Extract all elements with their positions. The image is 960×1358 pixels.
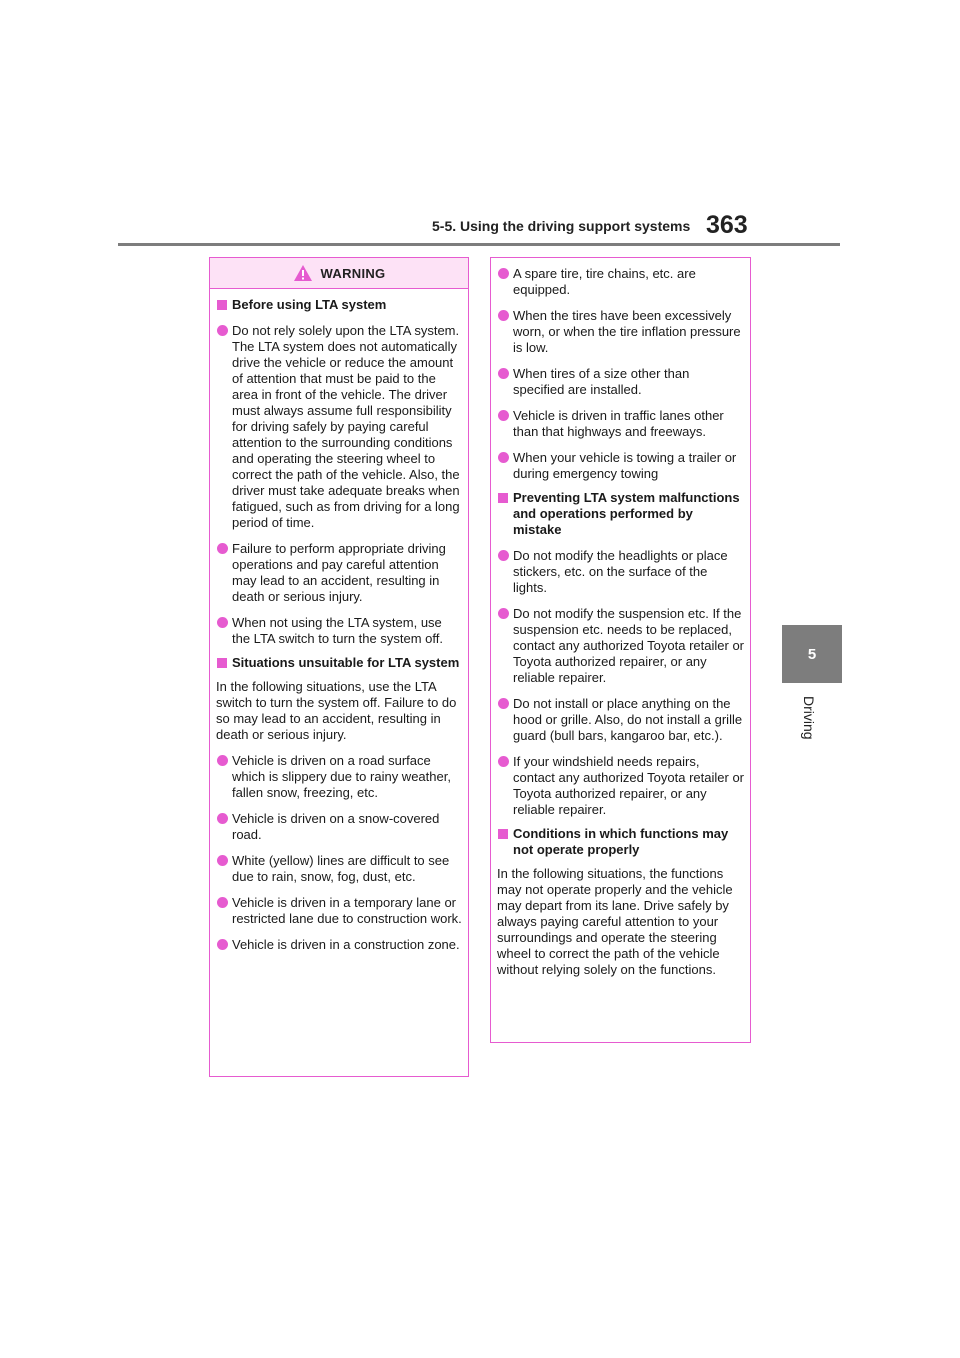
section-heading bbox=[216, 655, 462, 671]
circle-bullet-icon bbox=[498, 698, 509, 709]
block-text: Before using LTA system bbox=[232, 297, 387, 312]
block-text: When tires of a size other than specified are installed. bbox=[513, 366, 690, 397]
warning-content bbox=[216, 297, 462, 953]
circle-bullet-icon bbox=[217, 543, 228, 554]
circle-bullet-icon bbox=[217, 325, 228, 336]
circle-bullet-icon bbox=[498, 756, 509, 767]
square-bullet-icon bbox=[498, 493, 508, 503]
bullet-item bbox=[497, 266, 744, 298]
block-text: Conditions in which functions may not operate properly bbox=[513, 826, 729, 857]
bullet-item bbox=[497, 308, 744, 356]
circle-bullet-icon bbox=[217, 755, 228, 766]
continued-warning-box bbox=[490, 257, 751, 1043]
bullet-item bbox=[497, 408, 744, 440]
circle-bullet-icon bbox=[498, 368, 509, 379]
bullet-item bbox=[497, 754, 744, 818]
block-text: In the following situations, the functions may not operate properly and the vehicle may depart from its lane. Drive safely by always paying careful attention to your surroundings and operate the steering wheel to correct the path of the vehicle without relying solely on the functions. bbox=[497, 866, 733, 977]
section-heading bbox=[216, 297, 462, 313]
block-text: Vehicle is driven on a road surface which is slippery due to rainy weather, fallen snow, freezing, etc. bbox=[232, 753, 451, 800]
bullet-item bbox=[216, 811, 462, 843]
circle-bullet-icon bbox=[498, 410, 509, 421]
block-text: When not using the LTA system, use the LTA switch to turn the system off. bbox=[232, 615, 443, 646]
bullet-item bbox=[497, 366, 744, 398]
bullet-item bbox=[497, 548, 744, 596]
bullet-item bbox=[497, 606, 744, 686]
bullet-item bbox=[216, 615, 462, 647]
block-text: Vehicle is driven in traffic lanes other than that highways and freeways. bbox=[513, 408, 724, 439]
section-heading bbox=[497, 490, 744, 538]
bullet-item bbox=[216, 753, 462, 801]
circle-bullet-icon bbox=[498, 452, 509, 463]
bullet-item bbox=[216, 937, 462, 953]
paragraph bbox=[216, 679, 462, 743]
chapter-label: Driving bbox=[801, 696, 817, 740]
square-bullet-icon bbox=[217, 300, 227, 310]
bullet-item bbox=[216, 853, 462, 885]
header-rule bbox=[118, 243, 840, 246]
circle-bullet-icon bbox=[217, 813, 228, 824]
chapter-number: 5 bbox=[807, 645, 817, 663]
block-text: Do not modify the suspension etc. If the suspension etc. needs to be replaced, contact any authorized Toyota retailer or Toyota authorized repairer, or any reliable repairer. bbox=[513, 606, 745, 685]
block-text: If your windshield needs repairs, contact any authorized Toyota retailer or Toyota authorized repairer, or any reliable repairer. bbox=[513, 754, 745, 817]
section-title: 5-5. Using the driving support systems bbox=[432, 218, 691, 234]
square-bullet-icon bbox=[498, 829, 508, 839]
circle-bullet-icon bbox=[217, 897, 228, 908]
bullet-item bbox=[216, 541, 462, 605]
block-text: Do not rely solely upon the LTA system. The LTA system does not automatically drive the vehicle or reduce the amount of attention that must be paid to the area in front of the vehicle. The driver must always assume full responsibility for driving safely by paying careful attention to the surrounding conditions and operating the steering wheel to correct the path of the vehicle. Also, the driver must take adequate breaks when fatigued, such as from driving for a long period of time. bbox=[232, 323, 460, 530]
bullet-item bbox=[216, 323, 462, 531]
block-text: In the following situations, use the LTA switch to turn the system off. Failure to do so may lead to an accident, resulting in death or serious injury. bbox=[216, 679, 457, 742]
block-text: Do not modify the headlights or place stickers, etc. on the surface of the lights. bbox=[513, 548, 728, 595]
circle-bullet-icon bbox=[498, 550, 509, 561]
block-text: Situations unsuitable for LTA system bbox=[232, 655, 460, 670]
block-text: A spare tire, tire chains, etc. are equipped. bbox=[513, 266, 696, 297]
circle-bullet-icon bbox=[217, 939, 228, 950]
bullet-item bbox=[497, 696, 744, 744]
bullet-item bbox=[497, 450, 744, 482]
warning-box bbox=[209, 257, 469, 1077]
block-text: Do not install or place anything on the hood or grille. Also, do not install a grille guard (bull bars, kangaroo bar, etc.). bbox=[513, 696, 743, 743]
block-text: Failure to perform appropriate driving operations and pay careful attention may lead to an accident, resulting in death or serious injury. bbox=[232, 541, 446, 604]
circle-bullet-icon bbox=[498, 310, 509, 321]
square-bullet-icon bbox=[217, 658, 227, 668]
block-text: When the tires have been excessively worn, or when the tire inflation pressure is low. bbox=[513, 308, 741, 355]
block-text: Vehicle is driven on a snow-covered road. bbox=[232, 811, 440, 842]
block-text: White (yellow) lines are difficult to see due to rain, snow, fog, dust, etc. bbox=[232, 853, 450, 884]
bullet-item bbox=[216, 895, 462, 927]
circle-bullet-icon bbox=[217, 617, 228, 628]
chapter-tab bbox=[782, 625, 842, 683]
block-text: Vehicle is driven in a temporary lane or restricted lane due to construction work. bbox=[232, 895, 462, 926]
continued-content bbox=[497, 266, 744, 978]
block-text: When your vehicle is towing a trailer or during emergency towing bbox=[513, 450, 737, 481]
circle-bullet-icon bbox=[498, 268, 509, 279]
block-text: Preventing LTA system malfunctions and operations performed by mistake bbox=[513, 490, 740, 537]
circle-bullet-icon bbox=[217, 855, 228, 866]
warning-header bbox=[210, 258, 468, 289]
circle-bullet-icon bbox=[498, 608, 509, 619]
paragraph bbox=[497, 866, 744, 978]
section-heading bbox=[497, 826, 744, 858]
block-text: Vehicle is driven in a construction zone. bbox=[232, 937, 460, 952]
page-number: 363 bbox=[706, 211, 748, 239]
warning-title: WARNING bbox=[320, 265, 386, 281]
warning-triangle-icon bbox=[293, 264, 313, 282]
